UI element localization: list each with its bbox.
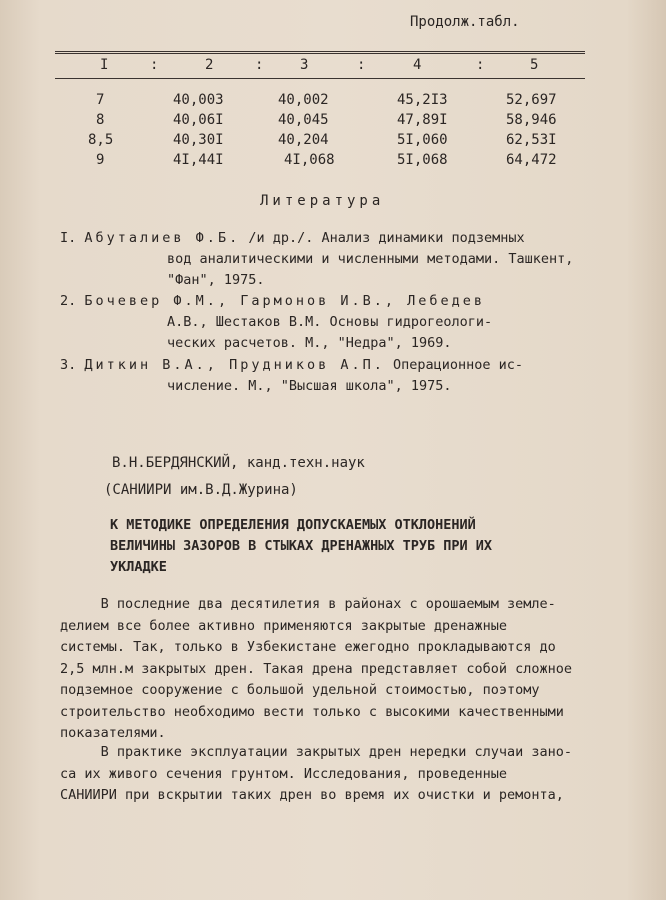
table-cell: 4I,44I [173, 152, 224, 168]
article-institution: (САНИИРИ им.В.Д.Журина) [104, 482, 298, 498]
table-cell: 8 [96, 112, 105, 128]
column-header: 2 [205, 57, 214, 73]
reference-author: Диткин В.А., Прудников А.П. [84, 357, 385, 373]
table-cell: 40,06I [173, 112, 224, 128]
column-header: 3 [300, 57, 309, 73]
paragraph-line: подземное сооружение с большой удельной стоимостью, поэтому [60, 682, 540, 698]
paragraph [60, 742, 600, 807]
table-continuation-label: Продолж.табл. [410, 14, 520, 30]
paragraph-line: системы. Так, только в Узбекистане ежегодно прокладываются до [60, 639, 556, 655]
reference-number: 2. [60, 293, 77, 309]
paragraph-line: 2,5 млн.м закрытых дрен. Такая дрена представляет собой сложное [60, 660, 573, 677]
table-cell: 40,204 [278, 132, 329, 148]
article-author: В.Н.БЕРДЯНСКИЙ, канд.техн.наук [112, 455, 365, 471]
table-cell: 40,30I [173, 132, 224, 148]
article-title-line: УКЛАДКЕ [110, 559, 167, 575]
reference-item [60, 228, 573, 291]
reference-item [60, 291, 492, 354]
article-title-line: ВЕЛИЧИНЫ ЗАЗОРОВ В СТЫКАХ ДРЕНАЖНЫХ ТРУБ ПРИ ИХ [110, 538, 493, 554]
table-cell: 52,697 [506, 92, 557, 108]
paragraph-line: САНИИРИ при вскрытии таких дрен во время их очистки и ремонта, [60, 787, 564, 803]
column-header: 5 [530, 57, 539, 73]
reference-text: Операционное ис- [384, 357, 524, 373]
table-top-rule-2 [55, 53, 585, 54]
table-cell: 40,045 [278, 112, 329, 128]
table-cell: 64,472 [506, 152, 557, 168]
table-cell: 8,5 [88, 132, 114, 148]
paragraph [60, 594, 600, 745]
literature-title: Литература [260, 193, 385, 209]
table-cell: 4I,068 [284, 152, 335, 168]
table-cell: 62,53I [506, 132, 557, 148]
reference-author: Бочевер Ф.М., Гармонов И.В., Лебедев [84, 293, 486, 309]
table-header-rule [55, 78, 585, 79]
reference-author: Абуталиев Ф.Б. [84, 230, 241, 246]
paragraph-line: делием все более активно применяются закрытые дренажные [60, 617, 508, 634]
reference-text: "Фан", 1975. [167, 272, 265, 288]
table-cell: 40,002 [278, 92, 329, 108]
article-title [110, 515, 492, 578]
paragraph-line: показателями. [60, 725, 166, 741]
document-page: Продолж.табл. I : 2 : 3 : 4 : 5 7 40,003 40,002 45,2I3 52,697 8 40,06I 40,045 47,89I 58,946 8,5 40,30I 40,204 5I,060 62,53I 9 4I,44I 4I,068 5I,068 64,472 Литература I. Абуталиев Ф.Б. /и др./. Анализ динамики подземных вод аналитическими и численными методами. Ташкент, "Фан", 1975. 2. Бочевер Ф.М., Гармонов И.В., Лебедев А.В., Шестаков В.М. Основы гидрогеологи- ческих расчетов. М., "Недра", 1969. 3. Диткин В.А., Прудников А.П. Операционное ис- числение. М., "Высшая школа", 1975. В.Н.БЕРДЯНСКИЙ, канд.техн.наук (САНИИРИ им.В.Д.Журина) К МЕТОДИКЕ ОПРЕДЕЛЕНИЯ ДОПУСКАЕМЫХ ОТКЛОНЕНИЙ ВЕЛИЧИНЫ ЗАЗОРОВ В СТЫКАХ ДРЕНАЖНЫХ ТРУБ ПРИ ИХ УКЛАДКЕ В последние два десятилетия в районах с орошаемым земле- делием все более активно применяются закрытые дренажные системы. Так, только в Узбекистане ежегодно прокладываются до 2,5 млн.м закрытых дрен. Такая дрена представляет собой сложное подземное сооружение с большой удельной стоимостью, поэтому строительство необходимо вести только с высокими качественными показателями. В практике эксплуатации закрытых дрен нередки случаи зано- са их живого сечения грунтом. Исследования, проведенные САНИИРИ при вскрытии таких дрен во время их очистки и ремонта, [0, 0, 666, 900]
table-cell: 5I,060 [397, 132, 448, 148]
column-header: 4 [413, 57, 422, 73]
table-cell: 45,2I3 [397, 92, 448, 108]
table-cell: 7 [96, 92, 105, 108]
paragraph-line: В последние два десятилетия в районах с орошаемым земле- [60, 596, 556, 612]
reference-text: ческих расчетов. М., "Недра", 1969. [167, 335, 452, 351]
reference-text: А.В., Шестаков В.М. Основы гидрогеологи- [167, 314, 493, 330]
table-cell: 47,89I [397, 112, 448, 128]
table-cell: 40,003 [173, 92, 224, 108]
reference-number: I. [60, 230, 77, 246]
paragraph-line: са их живого сечения грунтом. Исследования, проведенные [60, 765, 508, 782]
paragraph-line: В практике эксплуатации закрытых дрен нередки случаи зано- [60, 744, 573, 760]
paragraph-line: строительство необходимо вести только с высокими качественными [60, 703, 564, 720]
article-title-line: К МЕТОДИКЕ ОПРЕДЕЛЕНИЯ ДОПУСКАЕМЫХ ОТКЛОНЕНИЙ [110, 517, 476, 533]
reference-item [60, 355, 523, 397]
table-cell: 58,946 [506, 112, 557, 128]
table-top-rule [55, 51, 585, 52]
column-header: I [100, 57, 109, 73]
reference-text: /и др./. Анализ динамики подземных [240, 230, 525, 246]
reference-text: числение. М., "Высшая школа", 1975. [167, 378, 452, 394]
reference-number: 3. [60, 357, 77, 373]
reference-text: вод аналитическими и численными методами. Ташкент, [167, 251, 574, 267]
table-cell: 9 [96, 152, 105, 168]
table-cell: 5I,068 [397, 152, 448, 168]
